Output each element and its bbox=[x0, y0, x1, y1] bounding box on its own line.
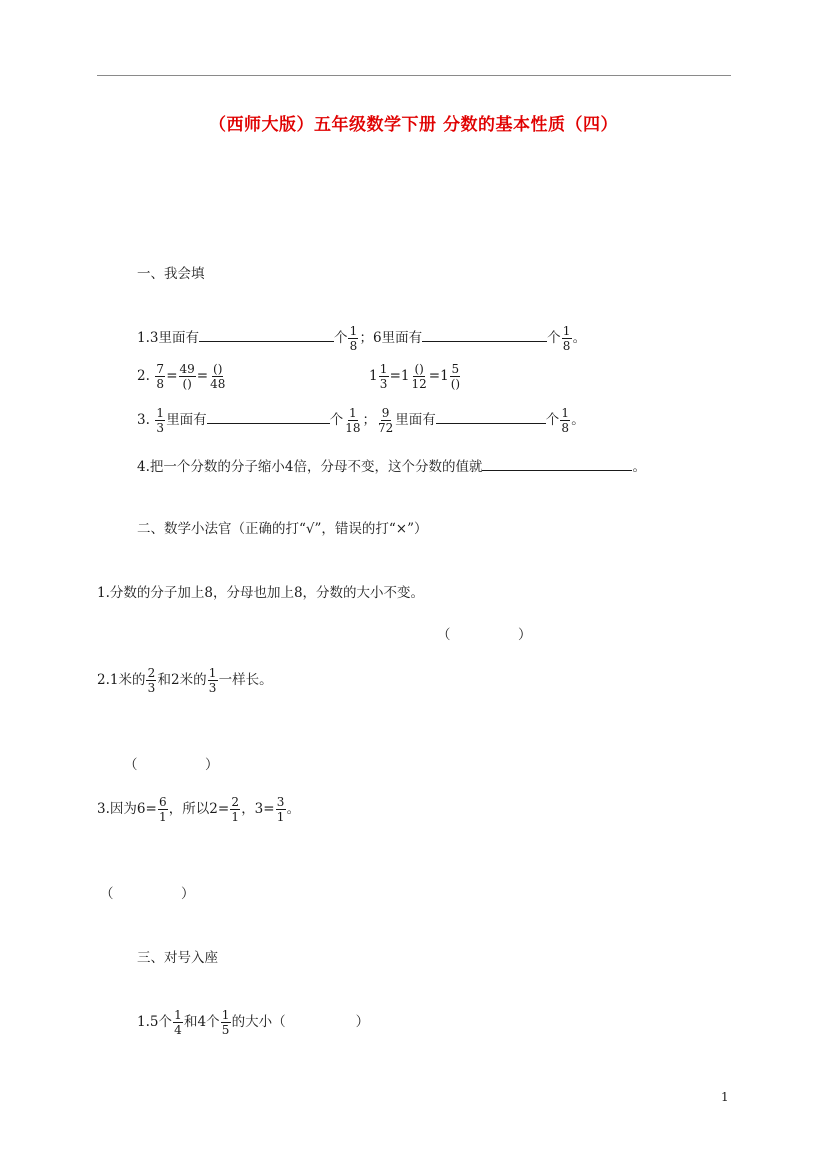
s3-q1-frac1: $\frac{1}{4}$ bbox=[174, 1008, 182, 1037]
s1-q3-frac3: $\frac{9}{72}$ bbox=[377, 406, 394, 435]
s2-q1-text: 1.分数的分子加上8，分母也加上8，分数的大小不变。 bbox=[97, 585, 425, 601]
s1-q1-frac1: $\frac{1}{8}$ bbox=[349, 324, 358, 353]
s1-q2-geq2: = bbox=[428, 368, 441, 384]
s1-q2-mixed2: $\frac{()}{12}$ bbox=[411, 362, 427, 391]
s1-q3-text-b: 里面有 bbox=[166, 412, 207, 428]
s2-q2-text-a: 2.1米的 bbox=[97, 672, 146, 688]
s1-q4-text-a: 4.把一个分数的分子缩小4倍，分母不变，这个分数的值就 bbox=[137, 459, 483, 475]
s1-q2-eq2: = bbox=[196, 368, 209, 384]
s2-q3-text-d: 。 bbox=[286, 801, 301, 817]
page-number: 1 bbox=[721, 1090, 729, 1104]
s1-q3-text-f: 个 bbox=[545, 412, 560, 428]
s3-q1-text-a: 1.5个 bbox=[137, 1014, 172, 1030]
s2-q3-frac3: $\frac{3}{1}$ bbox=[276, 795, 285, 824]
s1-q1-text-b: 个 bbox=[333, 330, 348, 346]
s2-q1-answer-paren[interactable]: （ ） bbox=[437, 627, 532, 643]
s1-q2-whole2: 1 bbox=[400, 368, 410, 384]
s1-q3-label: 3. bbox=[137, 412, 150, 428]
s1-q1 bbox=[137, 324, 586, 353]
s2-q3-frac2: $\frac{2}{1}$ bbox=[231, 795, 239, 824]
s1-q2-whole3: 1 bbox=[440, 368, 449, 384]
s3-q1-text-c: 的大小（ bbox=[231, 1014, 286, 1030]
s1-q2-left bbox=[137, 362, 227, 391]
s2-q3-frac1: $\frac{6}{1}$ bbox=[158, 795, 167, 824]
s1-q3-blank2[interactable] bbox=[436, 411, 546, 424]
s1-q2-whole1: 1 bbox=[369, 368, 378, 384]
s1-q1-frac2: $\frac{1}{8}$ bbox=[562, 324, 571, 353]
s2-q2-text-c: 一样长。 bbox=[218, 672, 273, 688]
s2-q3-answer-paren[interactable]: （ ） bbox=[100, 886, 195, 902]
header-rule bbox=[97, 75, 731, 76]
s3-q1-text-d: ） bbox=[355, 1014, 370, 1030]
s2-q2 bbox=[97, 666, 273, 695]
s1-q3 bbox=[137, 406, 585, 435]
s1-q3-text-g: 。 bbox=[571, 412, 585, 428]
s1-q3-frac1: $\frac{1}{3}$ bbox=[156, 406, 164, 435]
s3-q1-frac2: $\frac{1}{5}$ bbox=[221, 1008, 230, 1037]
section1-heading: 一、我会填 bbox=[137, 266, 205, 282]
section3-heading: 三、对号入座 bbox=[137, 950, 218, 966]
s2-q2-frac1: $\frac{2}{3}$ bbox=[147, 666, 156, 695]
s1-q3-text-e: 里面有 bbox=[395, 412, 436, 428]
s1-q3-frac2: $\frac{1}{18}$ bbox=[345, 406, 361, 435]
s2-q3-text-c: ，3= bbox=[241, 801, 275, 817]
s2-q3-text-a: 3.因为6= bbox=[97, 801, 157, 817]
s1-q2-frac1: $\frac{7}{8}$ bbox=[156, 362, 164, 391]
s3-q1-text-b: 和4个 bbox=[183, 1014, 220, 1030]
s1-q1-text-a: 1.3里面有 bbox=[137, 330, 199, 346]
s1-q1-blank1[interactable] bbox=[199, 329, 334, 342]
s1-q1-text-e: 。 bbox=[572, 330, 587, 346]
section2-heading: 二、数学小法官（正确的打“√”，错误的打“×”） bbox=[137, 521, 428, 537]
s2-q2-answer-paren[interactable]: （ ） bbox=[124, 757, 219, 773]
s2-q2-text-b: 和2米的 bbox=[157, 672, 207, 688]
s1-q1-text-c: ；6里面有 bbox=[359, 330, 423, 346]
s1-q3-blank1[interactable] bbox=[207, 411, 330, 424]
s1-q4-blank[interactable] bbox=[482, 458, 632, 471]
s1-q2-right bbox=[369, 362, 462, 391]
s2-q3 bbox=[97, 795, 300, 824]
s1-q3-text-c: 个 bbox=[329, 412, 344, 428]
s1-q2-eq1: = bbox=[166, 368, 178, 384]
s1-q1-text-d: 个 bbox=[547, 330, 561, 346]
s1-q1-blank2[interactable] bbox=[422, 329, 547, 342]
s1-q2-frac3: $\frac{()}{48}$ bbox=[210, 362, 226, 391]
s1-q2-geq1: = bbox=[389, 368, 401, 384]
page-title: （西师大版）五年级数学下册 分数的基本性质（四） bbox=[209, 115, 618, 135]
s2-q3-text-b: ，所以2= bbox=[168, 801, 230, 817]
s1-q3-frac4: $\frac{1}{8}$ bbox=[561, 406, 570, 435]
s1-q2-mixed1: $\frac{1}{3}$ bbox=[379, 362, 388, 391]
s1-q2-frac2: $\frac{49}{()}$ bbox=[179, 362, 195, 391]
s3-q1 bbox=[137, 1008, 369, 1037]
s2-q2-frac2: $\frac{1}{3}$ bbox=[208, 666, 217, 695]
s1-q4 bbox=[137, 455, 646, 475]
s1-q3-text-d: ； bbox=[362, 412, 376, 428]
s1-q2-mixed3: $\frac{5}{()}$ bbox=[450, 362, 461, 391]
s1-q2-label: 2. bbox=[137, 368, 150, 384]
s1-q4-text-b: 。 bbox=[632, 459, 646, 475]
